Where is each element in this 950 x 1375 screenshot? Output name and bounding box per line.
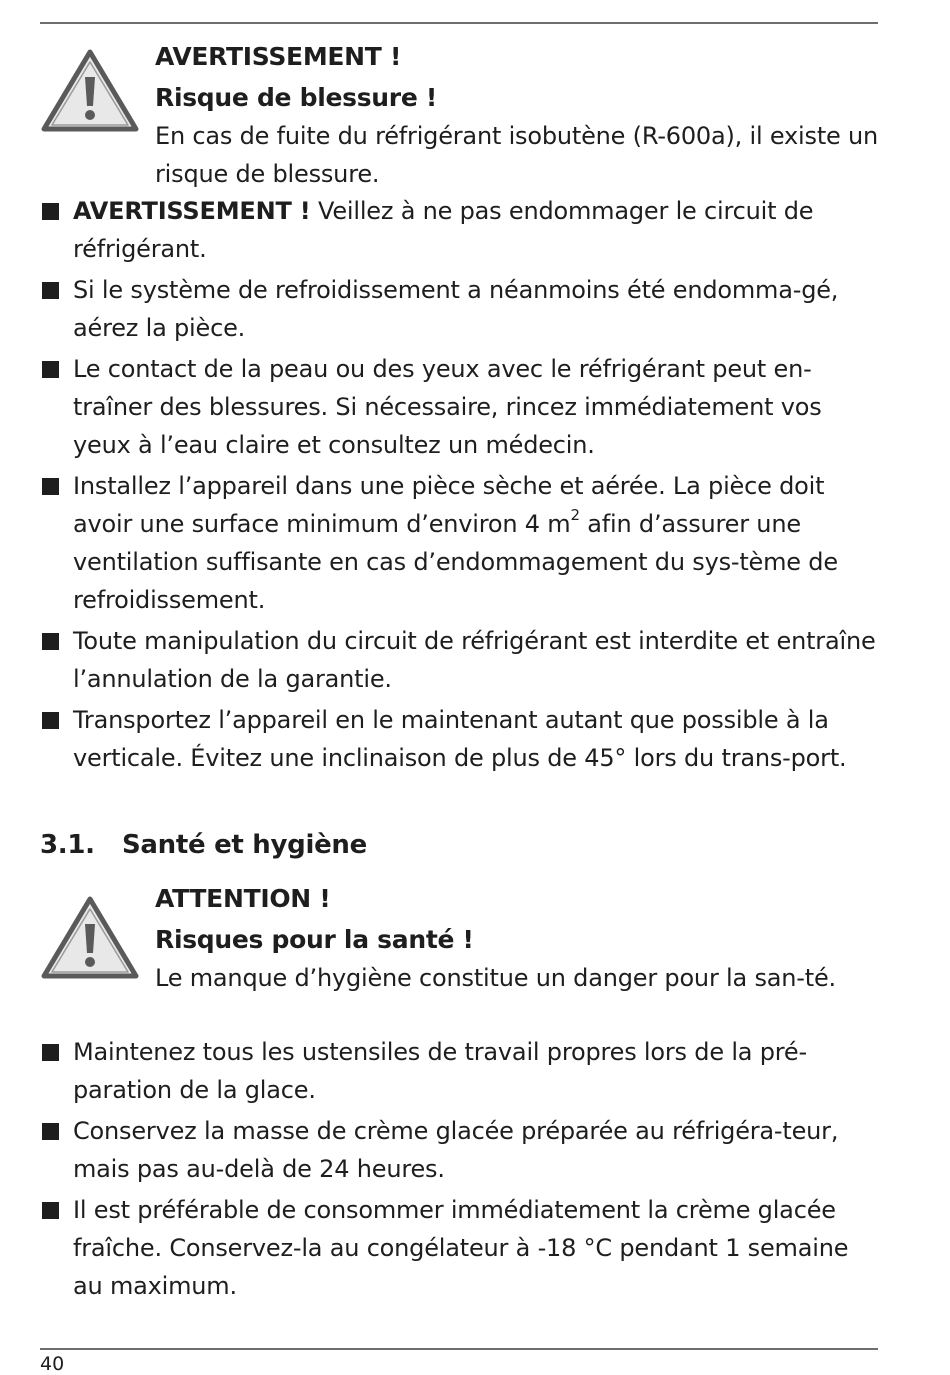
bullet-square-icon bbox=[42, 1044, 59, 1061]
warning-body: Le manque d’hygiène constitue un danger pour la san-té. bbox=[155, 964, 836, 992]
bullet-square-icon bbox=[42, 478, 59, 495]
list-item bbox=[40, 271, 880, 347]
list-item-text: Installez l’appareil dans une pièce sèche et aérée. La pièce doit avoir une surface minimum d’environ 4 m bbox=[73, 472, 825, 538]
warning-body: En cas de fuite du réfrigérant isobutène (R-600a), il existe un risque de blessure. bbox=[155, 122, 879, 188]
warning-subtitle: Risques pour la santé ! bbox=[155, 925, 474, 954]
page-number: 40 bbox=[40, 1353, 65, 1375]
list-item-text: Toute manipulation du circuit de réfrigérant est interdite et entraîne l’annulation de la garantie. bbox=[73, 627, 876, 693]
warning-subtitle: Risque de blessure ! bbox=[155, 83, 437, 112]
warning-title: AVERTISSEMENT ! bbox=[155, 42, 402, 71]
warning-triangle-icon bbox=[40, 48, 140, 134]
list-item-text: Il est préférable de consommer immédiatement la crème glacée fraîche. Conservez-la au congélateur à -18 °C pendant 1 semaine au maximum. bbox=[73, 1196, 849, 1300]
safety-bullet-list bbox=[40, 192, 880, 780]
section-title: Santé et hygiène bbox=[122, 830, 367, 860]
list-item-text: Veillez à ne pas endommager le circuit de réfrigérant. bbox=[73, 197, 814, 263]
list-item-text: Si le système de refroidissement a néanmoins été endomma-gé, aérez la pièce. bbox=[73, 276, 839, 342]
list-item-text: Maintenez tous les ustensiles de travail propres lors de la pré-paration de la glace. bbox=[73, 1038, 807, 1104]
bullet-square-icon bbox=[42, 203, 59, 220]
warning-triangle-icon bbox=[40, 895, 140, 981]
list-item bbox=[40, 192, 880, 268]
bullet-square-icon bbox=[42, 282, 59, 299]
list-item-text: Transportez l’appareil en le maintenant autant que possible à la verticale. Évitez une inclinaison de plus de 45° lors du trans-port. bbox=[73, 706, 847, 772]
list-item bbox=[40, 1191, 880, 1305]
list-item bbox=[40, 1033, 880, 1109]
bullet-square-icon bbox=[42, 1123, 59, 1140]
list-item bbox=[40, 467, 880, 619]
bullet-square-icon bbox=[42, 712, 59, 729]
list-item-text-cont: afin d’assurer une ventilation suffisante en cas d’endommagement du sys-tème de refroidissement. bbox=[73, 510, 838, 614]
bullet-square-icon bbox=[42, 361, 59, 378]
section-number: 3.1. bbox=[40, 830, 95, 860]
bottom-rule bbox=[40, 1348, 878, 1350]
hygiene-bullet-list bbox=[40, 1033, 880, 1308]
list-item-lead: AVERTISSEMENT ! bbox=[73, 197, 311, 225]
top-rule bbox=[40, 22, 878, 24]
list-item bbox=[40, 701, 880, 777]
bullet-square-icon bbox=[42, 633, 59, 650]
list-item-text: Le contact de la peau ou des yeux avec le réfrigérant peut en-traîner des blessures. Si nécessaire, rincez immédiatement vos yeux à l’eau claire et consultez un médecin. bbox=[73, 355, 822, 459]
list-item-text: Conservez la masse de crème glacée préparée au réfrigéra-teur, mais pas au-delà de 24 heures. bbox=[73, 1117, 839, 1183]
list-item bbox=[40, 622, 880, 698]
bullet-square-icon bbox=[42, 1202, 59, 1219]
warning-title: ATTENTION ! bbox=[155, 884, 331, 913]
section-heading bbox=[40, 825, 367, 865]
list-item bbox=[40, 350, 880, 464]
superscript: 2 bbox=[570, 506, 580, 524]
list-item bbox=[40, 1112, 880, 1188]
